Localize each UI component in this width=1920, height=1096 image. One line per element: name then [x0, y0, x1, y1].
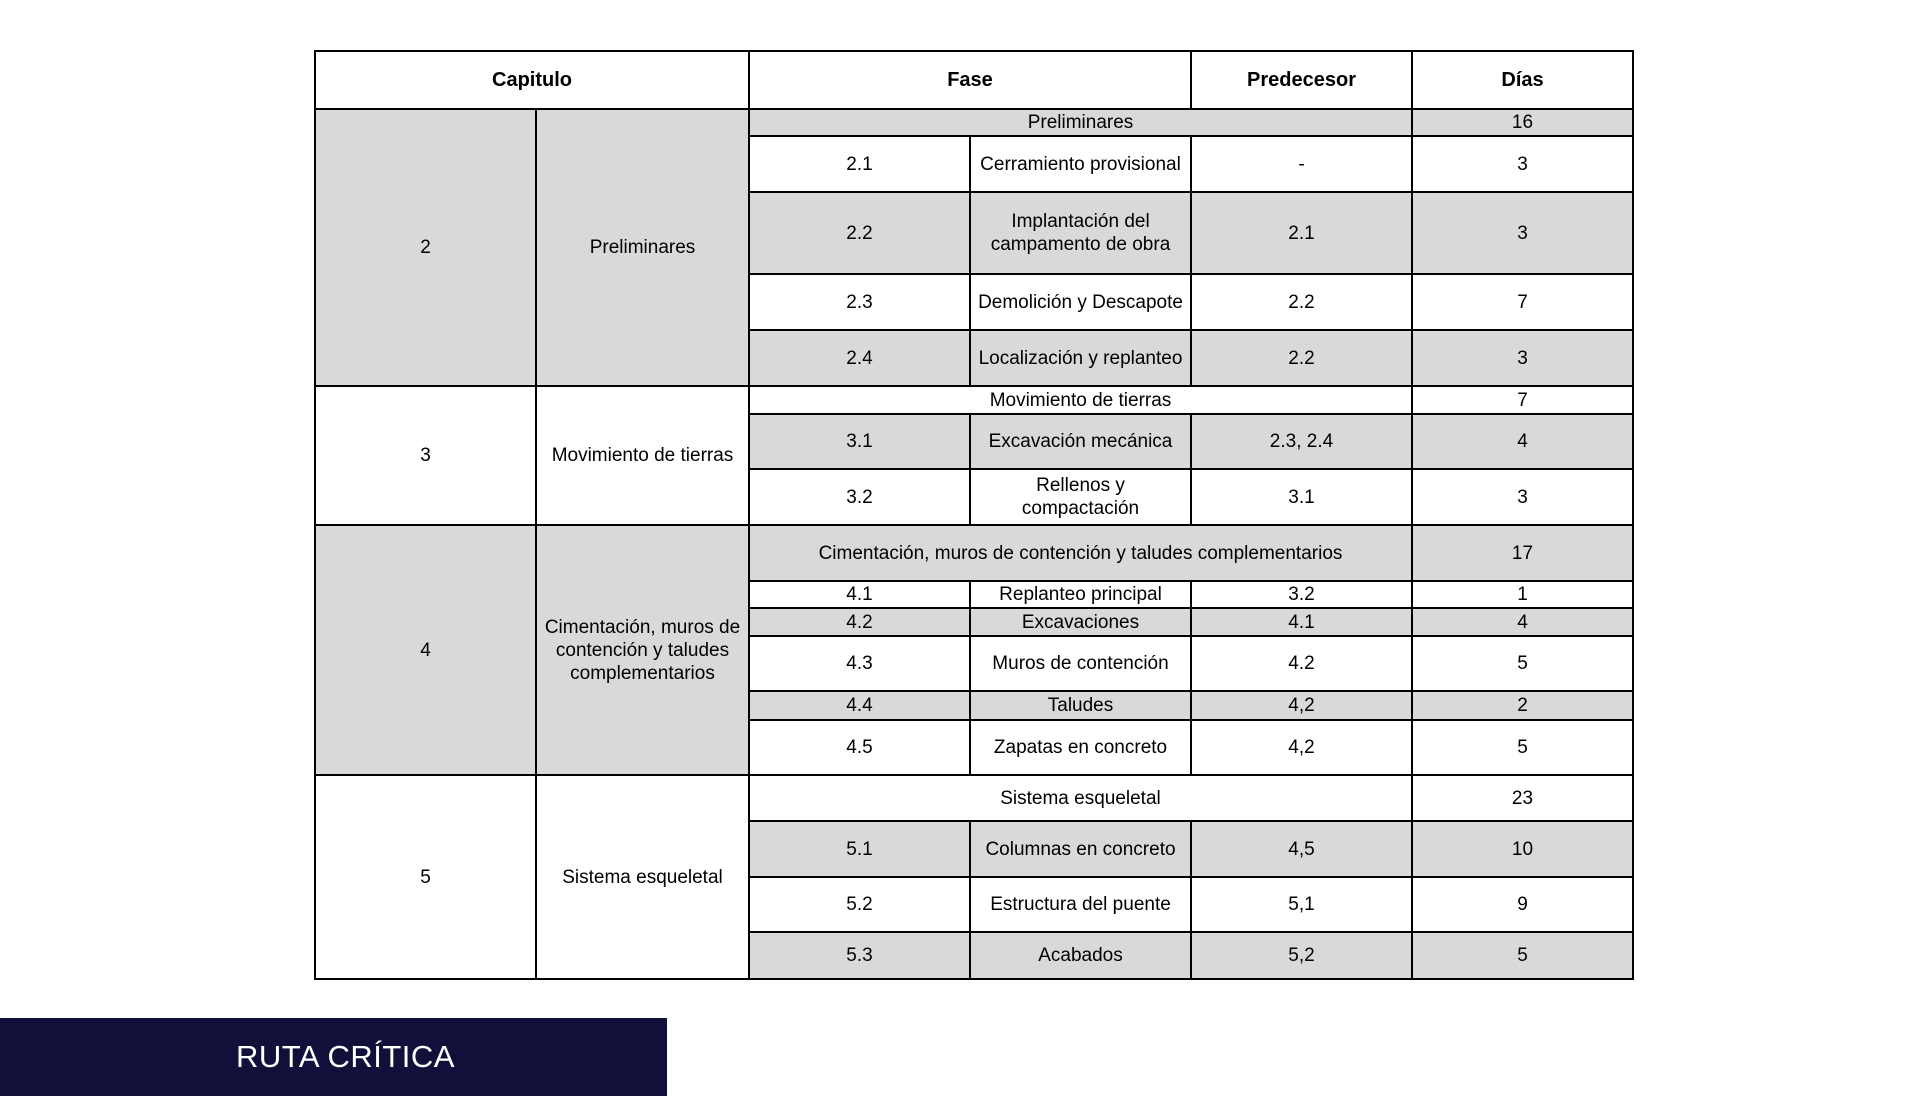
phase-predecessor: 2.2 [1191, 274, 1412, 330]
phase-name: Implantación del campamento de obra [970, 192, 1191, 274]
phase-predecessor: 4,2 [1191, 691, 1412, 720]
phase-days: 9 [1412, 877, 1633, 932]
phase-code: 3.2 [749, 469, 970, 525]
phase-name: Estructura del puente [970, 877, 1191, 932]
phase-code: 2.4 [749, 330, 970, 386]
phase-name: Muros de contención [970, 636, 1191, 691]
chapter-total-days: 16 [1412, 109, 1633, 136]
slide-title: RUTA CRÍTICA [236, 1039, 455, 1074]
phase-predecessor: 5,1 [1191, 877, 1412, 932]
phase-predecessor: 4,2 [1191, 720, 1412, 775]
phase-predecessor: 2.3, 2.4 [1191, 414, 1412, 469]
chapter-phase-title: Preliminares [749, 109, 1412, 136]
phase-code: 4.4 [749, 691, 970, 720]
chapter-phase-title: Movimiento de tierras [749, 386, 1412, 414]
phase-name: Localización y replanteo [970, 330, 1191, 386]
phase-code: 2.1 [749, 136, 970, 192]
phase-name: Replanteo principal [970, 581, 1191, 608]
phase-code: 3.1 [749, 414, 970, 469]
phase-name: Zapatas en concreto [970, 720, 1191, 775]
phase-code: 2.3 [749, 274, 970, 330]
chapter-name: Preliminares [536, 109, 749, 386]
phase-days: 3 [1412, 469, 1633, 525]
chapter-number: 5 [315, 775, 536, 979]
phase-predecessor: 2.1 [1191, 192, 1412, 274]
phase-name: Columnas en concreto [970, 821, 1191, 877]
header-fase: Fase [749, 51, 1191, 109]
phase-predecessor: - [1191, 136, 1412, 192]
phase-name: Cerramiento provisional [970, 136, 1191, 192]
phase-name: Taludes [970, 691, 1191, 720]
phase-name: Excavación mecánica [970, 414, 1191, 469]
chapter-total-days: 23 [1412, 775, 1633, 821]
phase-name: Rellenos y compactación [970, 469, 1191, 525]
chapter-name: Sistema esqueletal [536, 775, 749, 979]
phase-days: 4 [1412, 414, 1633, 469]
phase-days: 3 [1412, 192, 1633, 274]
phase-predecessor: 4.1 [1191, 608, 1412, 636]
chapter-number: 2 [315, 109, 536, 386]
phase-days: 7 [1412, 274, 1633, 330]
phase-days: 5 [1412, 720, 1633, 775]
chapter-title-row [315, 525, 1633, 581]
phase-predecessor: 4.2 [1191, 636, 1412, 691]
phase-predecessor: 3.1 [1191, 469, 1412, 525]
phase-days: 3 [1412, 136, 1633, 192]
phase-days: 2 [1412, 691, 1633, 720]
phase-predecessor: 3.2 [1191, 581, 1412, 608]
header-dias: Días [1412, 51, 1633, 109]
phase-code: 2.2 [749, 192, 970, 274]
chapter-total-days: 17 [1412, 525, 1633, 581]
chapter-title-row [315, 386, 1633, 414]
phase-days: 5 [1412, 636, 1633, 691]
phase-name: Demolición y Descapote [970, 274, 1191, 330]
chapter-name: Cimentación, muros de contención y taludes complementarios [536, 525, 749, 775]
chapter-name: Movimiento de tierras [536, 386, 749, 525]
header-capitulo: Capitulo [315, 51, 749, 109]
phase-code: 5.1 [749, 821, 970, 877]
phase-days: 1 [1412, 581, 1633, 608]
chapter-phase-title: Sistema esqueletal [749, 775, 1412, 821]
header-predecesor: Predecesor [1191, 51, 1412, 109]
critical-path-table [314, 50, 1634, 980]
phase-predecessor: 2.2 [1191, 330, 1412, 386]
phase-days: 3 [1412, 330, 1633, 386]
chapter-title-row [315, 775, 1633, 821]
phase-code: 5.2 [749, 877, 970, 932]
chapter-total-days: 7 [1412, 386, 1633, 414]
chapter-number: 4 [315, 525, 536, 775]
phase-code: 5.3 [749, 932, 970, 979]
phase-name: Excavaciones [970, 608, 1191, 636]
phase-code: 4.2 [749, 608, 970, 636]
phase-code: 4.5 [749, 720, 970, 775]
phase-code: 4.3 [749, 636, 970, 691]
phase-code: 4.1 [749, 581, 970, 608]
phase-days: 10 [1412, 821, 1633, 877]
phase-days: 4 [1412, 608, 1633, 636]
chapter-title-row [315, 109, 1633, 136]
header-row [315, 51, 1633, 109]
phase-predecessor: 4,5 [1191, 821, 1412, 877]
chapter-number: 3 [315, 386, 536, 525]
chapter-phase-title: Cimentación, muros de contención y taludes complementarios [749, 525, 1412, 581]
phase-predecessor: 5,2 [1191, 932, 1412, 979]
phase-days: 5 [1412, 932, 1633, 979]
phase-name: Acabados [970, 932, 1191, 979]
